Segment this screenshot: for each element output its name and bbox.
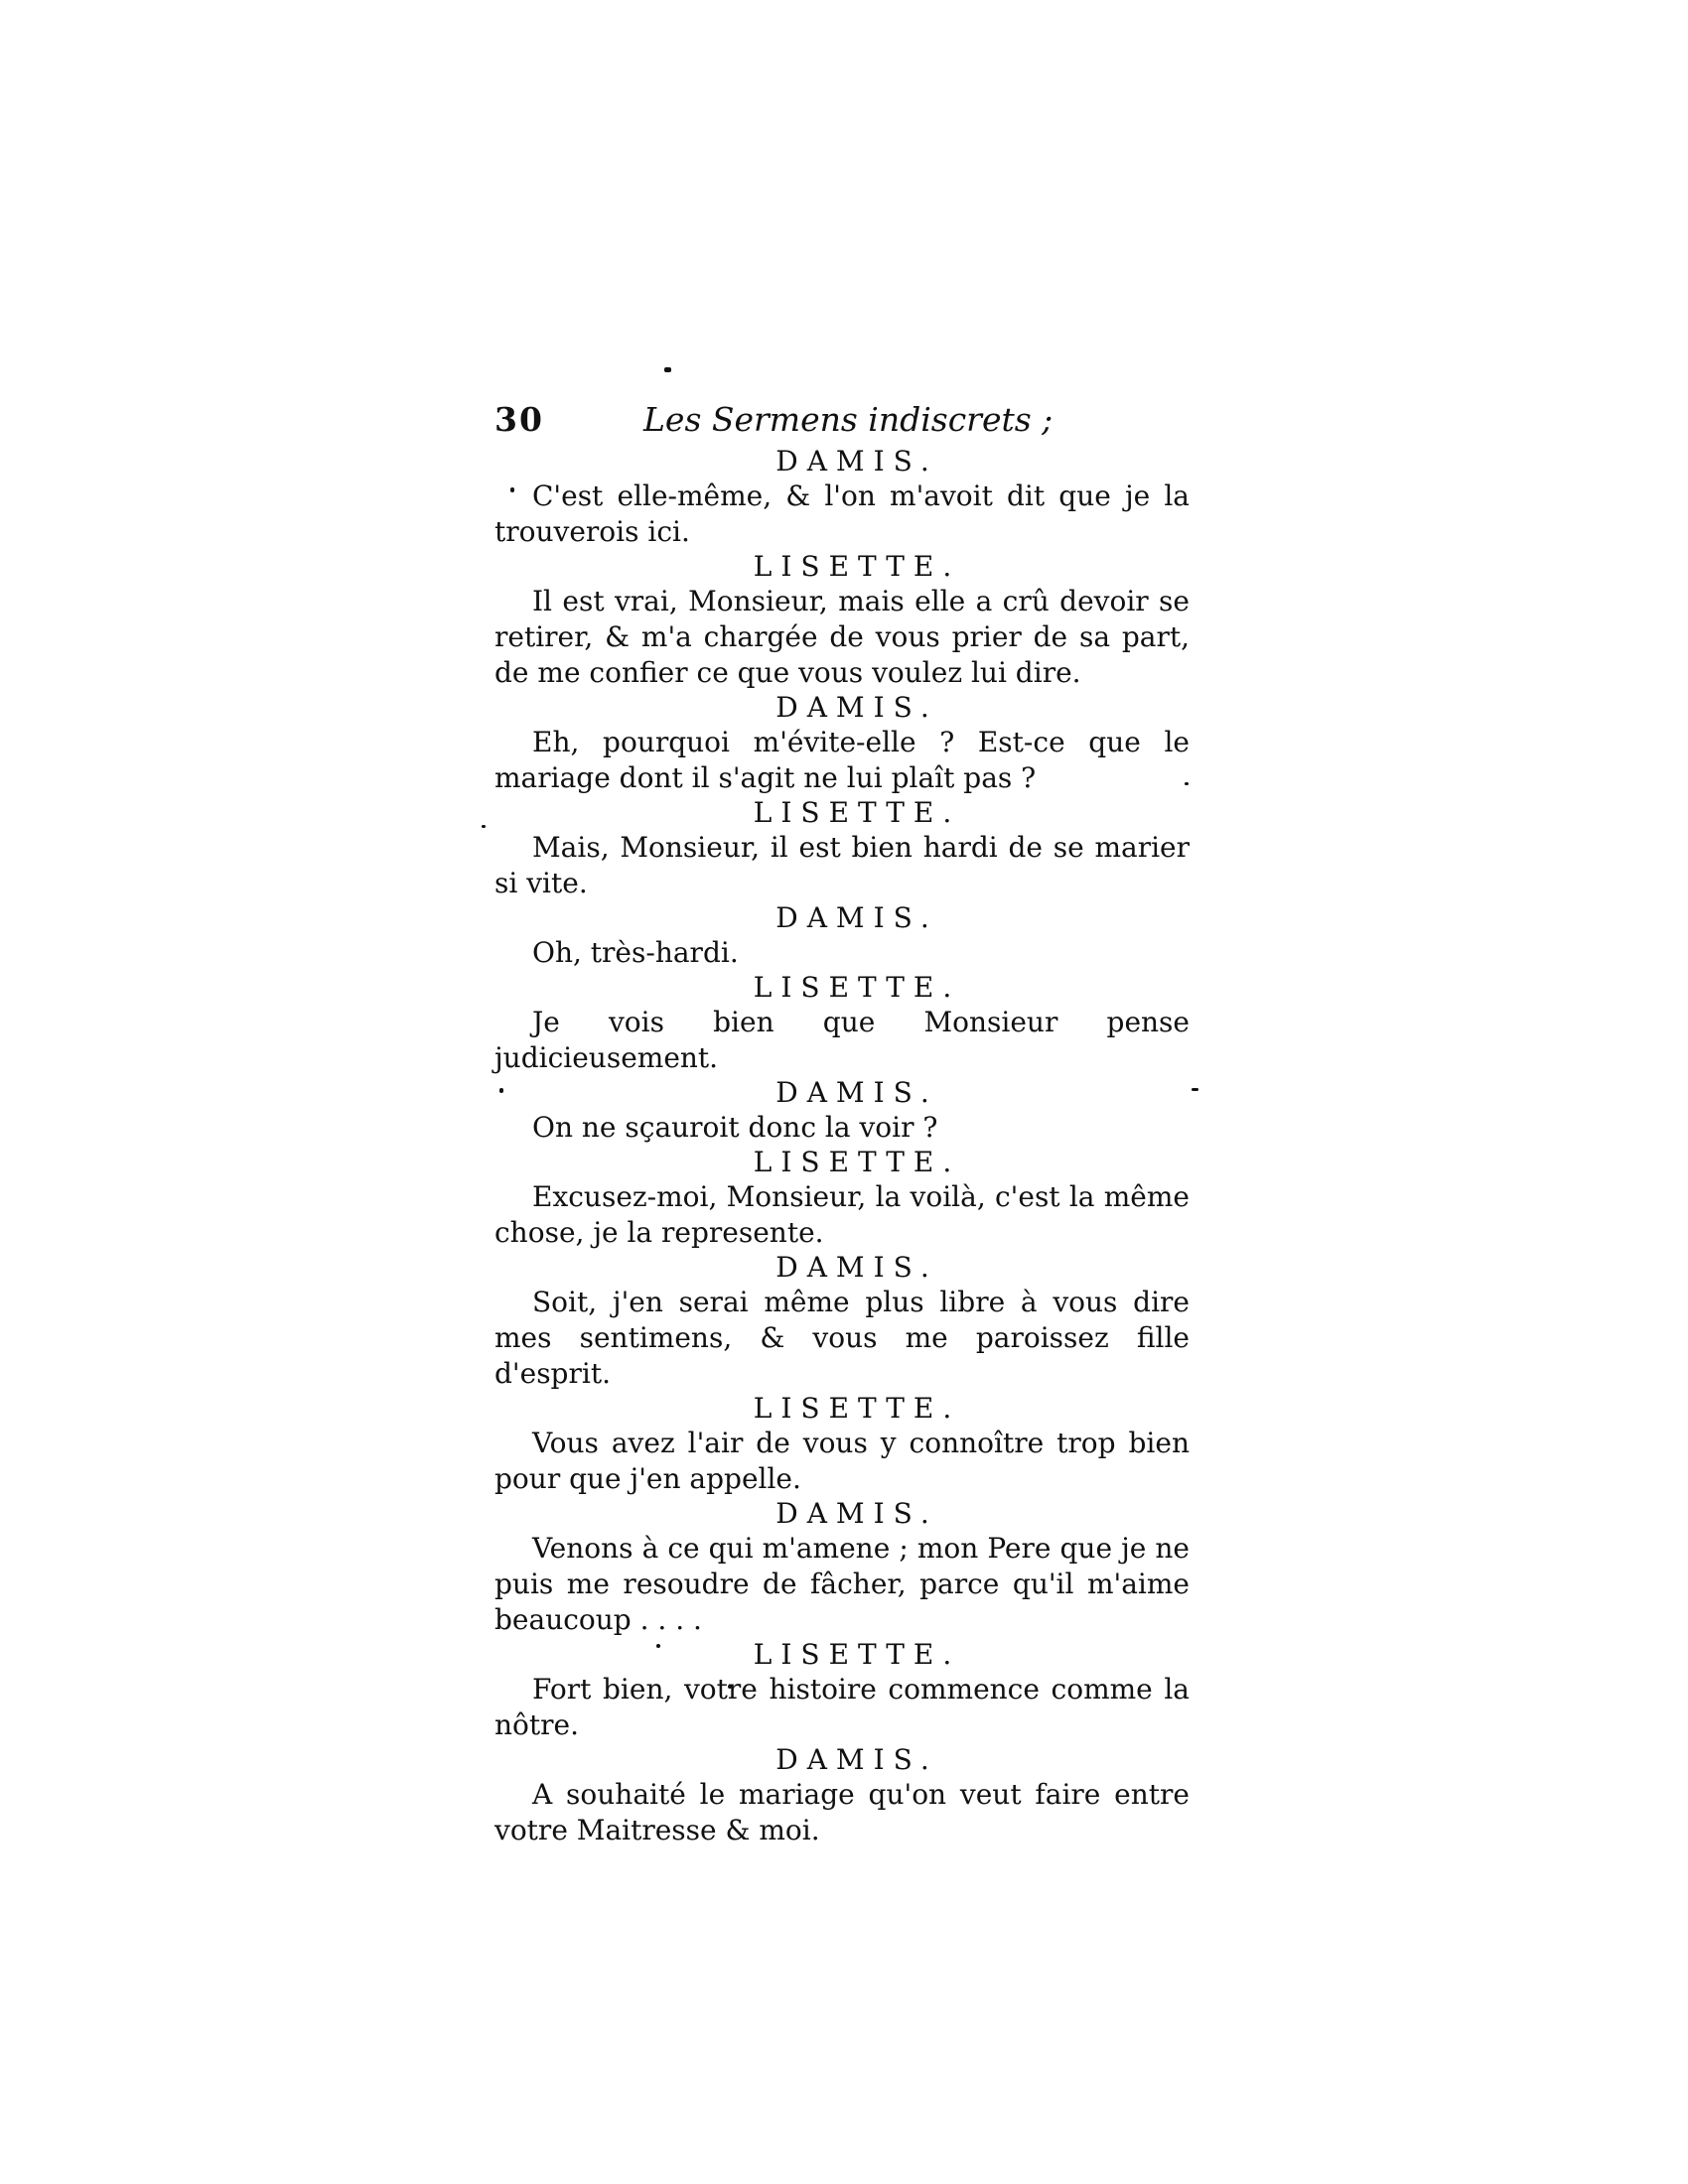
speaker-name: DAMIS. [775,691,938,724]
dialogue-entry [494,1146,1190,1251]
speaker-name: DAMIS. [775,445,938,478]
speaker-name: LISETTE. [753,550,961,583]
dialogue-entry [494,1743,1190,1848]
scan-speck [482,825,486,828]
dialogue-entry [494,796,1190,901]
speaker-name: DAMIS. [775,1251,938,1284]
page-header [494,400,1190,450]
speaker-name: DAMIS. [775,1743,938,1776]
speaker-name: DAMIS. [775,901,938,934]
speech-text: Eh, pourquoi m'évite-elle ? Est-ce que le mariage dont il s'agit ne lui plaît pas ? [494,726,1190,794]
dialogue-entry [494,1497,1190,1638]
speech-text: Mais, Monsieur, il est bien hardi de se marier si vite. [494,831,1190,899]
dialogue-body [494,445,1190,1848]
speech-text: On ne sçauroit donc la voir ? [532,1111,938,1144]
dialogue-entry [494,550,1190,691]
dialogue-entry [494,691,1190,796]
dialogue-entry [494,445,1190,550]
dialogue-entry [494,901,1190,971]
speech-text: Vous avez l'air de vous y connoître trop bien pour que j'en appelle. [494,1427,1190,1495]
speaker-name: DAMIS. [775,1076,938,1109]
speaker-name: LISETTE. [753,796,961,829]
dialogue-entry [494,971,1190,1076]
speech-text: Il est vrai, Monsieur, mais elle a crû devoir se retirer, & m'a chargée de vous prier de sa part, de me confier ce que vous voulez lui dire. [494,585,1190,689]
speaker-name: LISETTE. [753,1638,961,1671]
speech-text: Fort bien, votre histoire commence comme la nôtre. [494,1673,1190,1741]
dialogue-entry [494,1392,1190,1497]
speech-text: Oh, très-hardi. [532,936,739,969]
dialogue-entry [494,1251,1190,1392]
speaker-name: LISETTE. [753,971,961,1004]
dialogue-entry [494,1638,1190,1743]
speaker-name: DAMIS. [775,1497,938,1530]
running-title: Les Sermens indiscrets ; [643,400,1054,439]
speech-text: A souhaité le mariage qu'on veut faire entre votre Maitresse & moi. [494,1778,1190,1846]
speech-text: Je vois bien que Monsieur pense judicieusement. [494,1006,1190,1074]
speech-text: Venons à ce qui m'amene ; mon Pere que je ne puis me resoudre de fâcher, parce qu'il m'aime beaucoup . . . . [494,1532,1190,1636]
speaker-name: LISETTE. [753,1146,961,1178]
scan-speck [1192,1088,1198,1091]
speech-text: Excusez-moi, Monsieur, la voilà, c'est la même chose, je la represente. [494,1180,1190,1249]
speech-text: C'est elle-même, & l'on m'avoit dit que je la trouverois ici. [494,479,1190,548]
speaker-name: LISETTE. [753,1392,961,1425]
scan-speck [664,367,671,372]
speech-text: Soit, j'en serai même plus libre à vous dire mes sentimens, & vous me paroissez fille d'esprit. [494,1286,1190,1390]
dialogue-entry [494,1076,1190,1146]
page-number: 30 [494,400,544,439]
